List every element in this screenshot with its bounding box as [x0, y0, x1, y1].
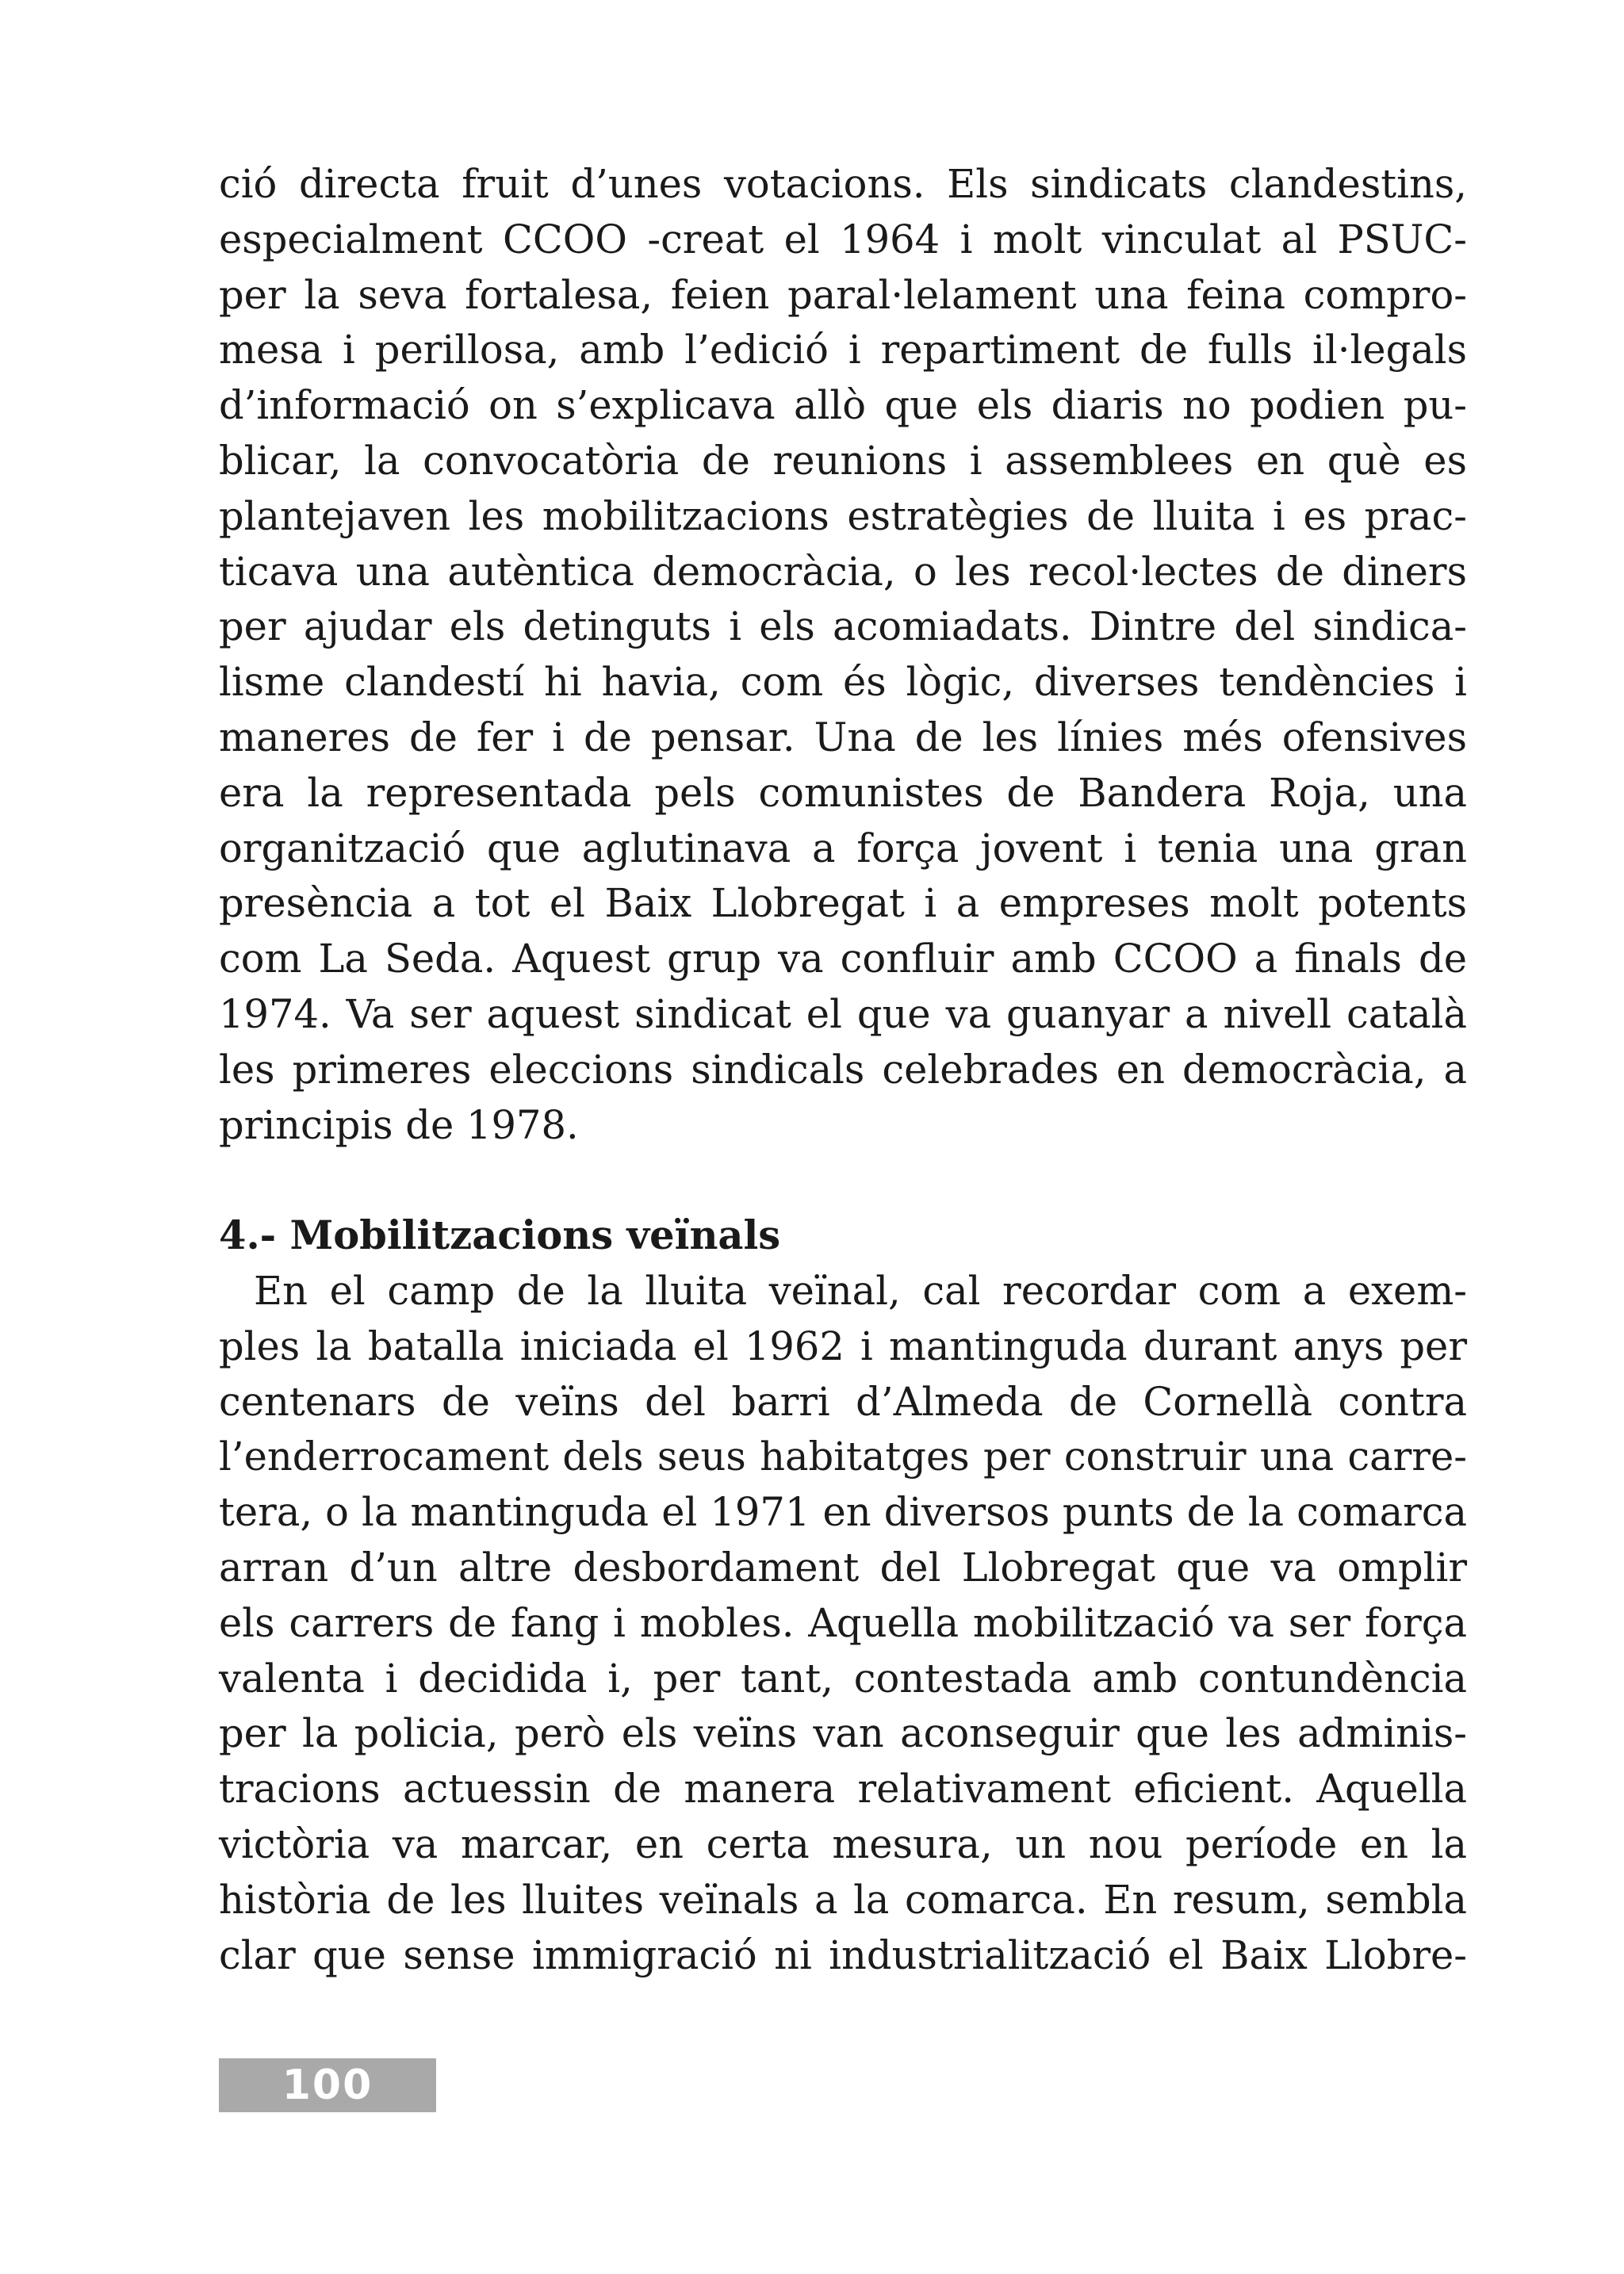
- section-heading: 4.- Mobilitzacions veïnals: [219, 1212, 781, 1259]
- text-line: blicar, la convocatòria de reunions i assemblees en què es: [219, 437, 1467, 484]
- text-line: principis de 1978.: [219, 1101, 579, 1148]
- text-line: lisme clandestí hi havia, com és lògic, diverses tendències i: [219, 659, 1467, 706]
- text-line: valenta i decidida i, per tant, contestada amb contundència: [219, 1655, 1467, 1702]
- text-line: tracions actuessin de manera relativament eficient. Aquella: [219, 1766, 1467, 1813]
- paragraph-spacer: [219, 1153, 1467, 1208]
- text-line: presència a tot el Baix Llobregat i a empreses molt potents: [219, 880, 1467, 927]
- text-line: els carrers de fang i mobles. Aquella mobilització va ser força: [219, 1599, 1467, 1646]
- paragraph-2: [219, 1264, 1467, 1983]
- text-line: arran d’un altre desbordament del Llobregat que va omplir: [219, 1544, 1467, 1591]
- text-line: ples la batalla iniciada el 1962 i mantinguda durant anys per: [219, 1323, 1467, 1369]
- text-line: especialment CCOO -creat el 1964 i molt vinculat al PSUC-: [219, 216, 1467, 262]
- paragraph-1: [219, 157, 1467, 1153]
- page-number-bar: [219, 2058, 436, 2112]
- text-line: d’informació on s’explicava allò que els diaris no podien pu-: [219, 382, 1467, 429]
- text-line: mesa i perillosa, amb l’edició i repartiment de fulls il·legals: [219, 327, 1467, 373]
- body-text: [219, 157, 1467, 1983]
- text-line: organització que aglutinava a força jovent i tenia una gran: [219, 825, 1467, 871]
- text-line: història de les lluites veïnals a la comarca. En resum, sembla: [219, 1876, 1467, 1923]
- text-line: victòria va marcar, en certa mesura, un nou període en la: [219, 1820, 1467, 1867]
- text-line: plantejaven les mobilitzacions estratègies de lluita i es prac-: [219, 492, 1467, 539]
- text-line: tera, o la mantinguda el 1971 en diversos punts de la comarca: [219, 1489, 1467, 1536]
- text-line: 1974. Va ser aquest sindicat el que va guanyar a nivell català: [219, 990, 1467, 1037]
- text-line: maneres de fer i de pensar. Una de les línies més ofensives: [219, 714, 1467, 760]
- text-line: era la representada pels comunistes de Bandera Roja, una: [219, 769, 1467, 816]
- text-line: En el camp de la lluita veïnal, cal recordar com a exem-: [254, 1267, 1467, 1314]
- text-line: ticava una autèntica democràcia, o les recol·lectes de diners: [219, 548, 1467, 595]
- text-line: centenars de veïns del barri d’Almeda de Cornellà contra: [219, 1378, 1467, 1425]
- text-line: clar que sense immigració ni industrialització el Baix Llobre-: [219, 1931, 1467, 1978]
- text-line: per ajudar els detinguts i els acomiadats. Dintre del sindica-: [219, 603, 1467, 650]
- text-line: per la seva fortalesa, feien paral·lelament una feina compro-: [219, 271, 1467, 318]
- text-line: l’enderrocament dels seus habitatges per construir una carre-: [219, 1434, 1467, 1480]
- page-number: 100: [282, 2062, 373, 2109]
- text-line: les primeres eleccions sindicals celebrades en democràcia, a: [219, 1046, 1467, 1093]
- text-line: com La Seda. Aquest grup va confluir amb CCOO a finals de: [219, 936, 1467, 982]
- text-line: ció directa fruit d’unes votacions. Els sindicats clandestins,: [219, 161, 1467, 207]
- text-line: per la policia, però els veïns van aconseguir que les adminis-: [219, 1710, 1467, 1757]
